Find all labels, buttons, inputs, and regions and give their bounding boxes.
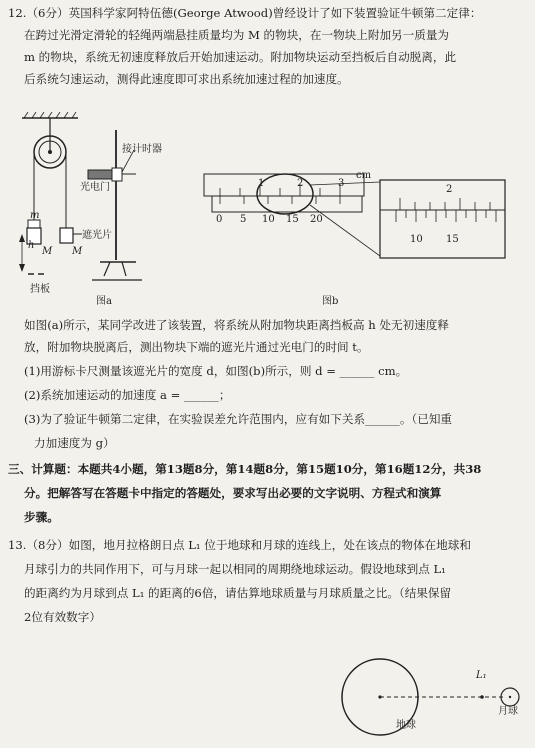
- q13-line-1: 13.（8分）如图，地月拉格朗日点 L₁ 位于地球和月球的连线上，处在该点的物体在地球和: [8, 538, 471, 552]
- q13-line-2: 月球引力的共同作用下，可与月球一起以相同的周期绕地球运动。假设地球到点 L₁: [24, 562, 446, 576]
- figure-a-caption: 图a: [96, 296, 112, 307]
- photogate-label: 光电门: [80, 182, 110, 193]
- main-tick-2: 2: [297, 178, 304, 189]
- l1-point-label: L₁: [476, 670, 487, 681]
- q12-sub-1: (1)用游标卡尺测量该遮光片的宽度 d，如图(b)所示，则 d = ______ cm。: [24, 364, 408, 378]
- section3-line-3: 步骤。: [24, 510, 59, 524]
- q12-line-3: m 的物块，系统无初速度释放后开始加速运动。附加物块运动至挡板后自动脱离，此: [24, 50, 457, 64]
- q13-line-4: 2位有效数字）: [24, 610, 101, 624]
- mass-m-label: m: [30, 210, 40, 221]
- q12-line-1: 12.（6分）英国科学家阿特伍德(George Atwood)曾经设计了如下装置验证牛顿第二定律：: [8, 6, 482, 20]
- plate-label: 挡板: [30, 284, 50, 295]
- zoom-vernier-15: 15: [446, 234, 459, 245]
- q12-sub-4: 力加速度为 g）: [34, 436, 115, 450]
- shade-label: 遮光片: [82, 230, 112, 241]
- q12-body-2: 放，附加物块脱离后，测出物块下端的遮光片通过光电门的时间 t。: [24, 340, 369, 354]
- earth-moon-figure: [336, 652, 526, 742]
- earth-label: 地球: [396, 720, 416, 731]
- main-tick-3: 3: [338, 178, 345, 189]
- q13-line-3: 的距离约为月球到点 L₁ 的距离的6倍，请估算地球质量与月球质量之比。（结果保留: [24, 586, 452, 600]
- q12-sub-3: (3)为了验证牛顿第二定律，在实验误差允许范围内，应有如下关系______。（已知重: [24, 412, 453, 426]
- q12-sub-2: (2)系统加速运动的加速度 a = ______；: [24, 388, 231, 402]
- zoom-main-tick: 2: [446, 184, 453, 195]
- vernier-tick-5: 5: [240, 214, 247, 225]
- height-h-label: h: [28, 240, 35, 251]
- mass-M-right-label: M: [72, 246, 83, 257]
- moon-label: 月球: [498, 706, 518, 717]
- vernier-tick-0: 0: [216, 214, 223, 225]
- mass-M-left-label: M: [42, 246, 53, 257]
- section3-line-1: 三、计算题：本题共4小题，第13题8分，第14题8分，第15题10分，第16题12分，共38: [8, 462, 482, 476]
- cm-unit-label: cm: [356, 170, 372, 181]
- main-tick-1: 1: [258, 178, 265, 189]
- vernier-tick-20: 20: [310, 214, 323, 225]
- timer-label: 接计时器: [122, 144, 162, 155]
- q12-line-4: 后系统匀速运动，测得此速度即可求出系统加速过程的加速度。: [24, 72, 349, 86]
- vernier-tick-10: 10: [262, 214, 275, 225]
- q12-body-1: 如图(a)所示，某同学改进了该装置，将系统从附加物块距离挡板高 h 处无初速度释: [24, 318, 449, 332]
- figure-b: [200, 170, 520, 270]
- zoom-vernier-10: 10: [410, 234, 423, 245]
- q12-line-2: 在跨过光滑定滑轮的轻绳两端悬挂质量均为 M 的物块，在一物块上附加另一质量为: [24, 28, 450, 42]
- vernier-tick-15: 15: [286, 214, 299, 225]
- section3-line-2: 分。把解答写在答题卡中指定的答题处，要求写出必要的文字说明、方程式和演算: [24, 486, 442, 500]
- figure-b-caption: 图b: [322, 296, 339, 307]
